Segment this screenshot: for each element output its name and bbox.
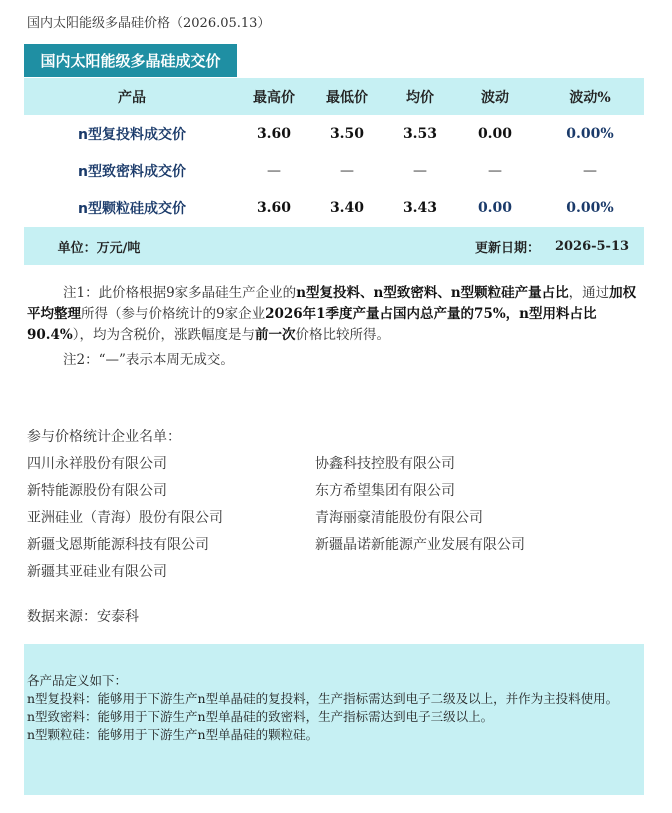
high-price: 3.60 bbox=[256, 199, 292, 216]
company-item: 新特能源股份有限公司 bbox=[27, 483, 167, 499]
company-item: 四川永祥股份有限公司 bbox=[27, 456, 167, 472]
page-title: 国内太阳能级多晶硅价格（2026.05.13） bbox=[27, 16, 271, 31]
company-item: 青海丽豪清能股份有限公司 bbox=[315, 510, 483, 526]
column-header-low: 最低价 bbox=[326, 89, 368, 106]
update-date-label: 更新日期： bbox=[474, 240, 540, 256]
high-price: 3.60 bbox=[256, 125, 292, 142]
company-item: 新疆晶诺新能源产业发展有限公司 bbox=[315, 537, 525, 553]
notes bbox=[27, 283, 639, 371]
update-date: 2026-5-13 bbox=[554, 238, 630, 254]
data-source: 数据来源：安泰科 bbox=[27, 609, 139, 625]
change-percent: 0.00% bbox=[566, 125, 614, 142]
column-header-change-pct: 波动% bbox=[569, 89, 611, 106]
company-item: 亚洲硅业（青海）股份有限公司 bbox=[27, 510, 223, 526]
product-name: n型颗粒硅成交价 bbox=[78, 200, 186, 217]
definition-item: n型致密料：能够用于下游生产n型单晶硅的致密料，生产指标需达到电子三级以上。 bbox=[27, 709, 494, 724]
change-value: — bbox=[488, 162, 502, 179]
company-item: 协鑫科技控股有限公司 bbox=[315, 456, 455, 472]
column-header-avg: 均价 bbox=[406, 89, 434, 106]
definitions-box bbox=[24, 644, 644, 795]
company-item: 东方希望集团有限公司 bbox=[315, 483, 455, 499]
table-row bbox=[24, 152, 644, 189]
low-price: — bbox=[340, 162, 354, 179]
companies-title: 参与价格统计企业名单： bbox=[27, 429, 181, 445]
company-item: 新疆其亚硅业有限公司 bbox=[27, 564, 167, 580]
definitions-title: 各产品定义如下： bbox=[27, 673, 128, 688]
product-name: n型致密料成交价 bbox=[78, 163, 186, 180]
column-header-product: 产品 bbox=[118, 89, 146, 106]
change-percent: 0.00% bbox=[566, 199, 614, 216]
table-footer-row bbox=[24, 227, 644, 265]
price-table bbox=[24, 78, 644, 265]
panel-title: 国内太阳能级多晶硅成交价 bbox=[24, 44, 237, 77]
table-header-row bbox=[24, 78, 644, 115]
change-value: 0.00 bbox=[477, 199, 513, 216]
company-item: 新疆戈恩斯能源科技有限公司 bbox=[27, 537, 209, 553]
product-name: n型复投料成交价 bbox=[78, 126, 186, 143]
low-price: 3.40 bbox=[329, 199, 365, 216]
note-1: 注1：此价格根据9家多晶硅生产企业的n型复投料、n型致密料、n型颗粒硅产量占比，通过加权平均整理所得（参与价格统计的9家企业2026年1季度产量占国内总产量的75%，n型用料占比90.4%），均为含税价，涨跌幅度是与前一次价格比较所得。 bbox=[27, 285, 637, 343]
avg-price: 3.53 bbox=[402, 125, 438, 142]
definition-item: n型颗粒硅：能够用于下游生产n型单晶硅的颗粒硅。 bbox=[27, 727, 319, 742]
table-row bbox=[24, 189, 644, 226]
high-price: — bbox=[267, 162, 281, 179]
note-2: 注2：“—”表示本周无成交。 bbox=[63, 352, 234, 368]
change-value: 0.00 bbox=[477, 125, 513, 142]
column-header-high: 最高价 bbox=[253, 89, 295, 106]
avg-price: — bbox=[413, 162, 427, 179]
column-header-change: 波动 bbox=[481, 89, 509, 106]
change-percent: — bbox=[583, 162, 597, 179]
definition-item: n型复投料：能够用于下游生产n型单晶硅的复投料，生产指标需达到电子二级及以上，并作为主投料使用。 bbox=[27, 691, 619, 706]
avg-price: 3.43 bbox=[402, 199, 438, 216]
table-row bbox=[24, 115, 644, 152]
unit-label: 单位：万元/吨 bbox=[57, 240, 141, 256]
low-price: 3.50 bbox=[329, 125, 365, 142]
